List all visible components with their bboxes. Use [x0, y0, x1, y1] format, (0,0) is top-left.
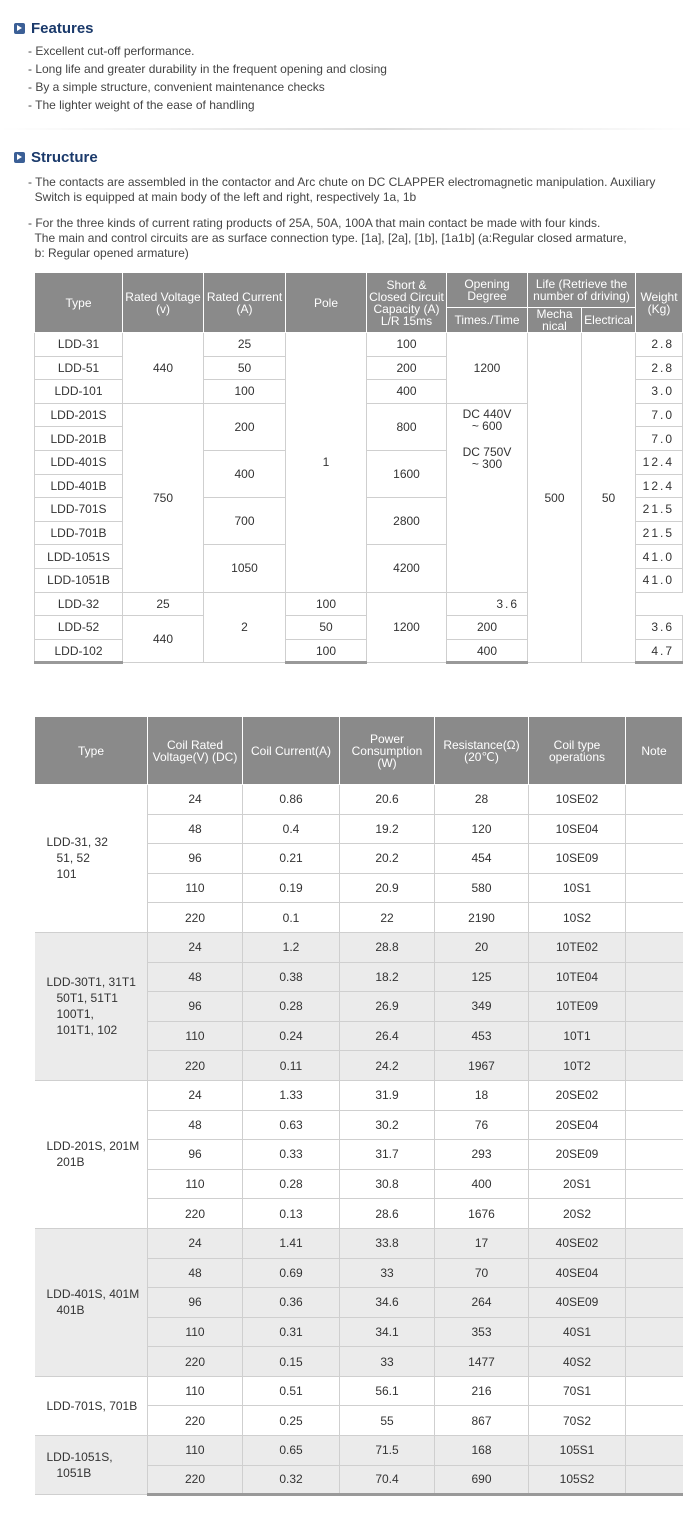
weight-cell: 3.6: [636, 616, 683, 640]
current-cell: 25: [123, 592, 204, 616]
coil-current-cell: 0.36: [243, 1288, 340, 1318]
power-cell: 31.7: [340, 1140, 435, 1170]
weight-cell: 2.8: [636, 356, 683, 380]
coil-voltage-cell: 110: [148, 873, 243, 903]
power-cell: 33: [340, 1258, 435, 1288]
structure-text-line: Switch is equipped at main body of the left and right, respectively 1a, 1b: [28, 190, 417, 204]
type-cell: LDD-52: [35, 616, 123, 640]
note-cell: [626, 1376, 683, 1406]
current-cell: 200: [204, 403, 286, 450]
coil-current-cell: 0.33: [243, 1140, 340, 1170]
structure-text-line: b: Regular opened armature): [28, 246, 189, 260]
resistance-cell: 264: [435, 1288, 529, 1318]
capacity-cell: 2800: [367, 498, 447, 545]
power-cell: 19.2: [340, 814, 435, 844]
note-cell: [626, 1140, 683, 1170]
note-cell: [626, 1347, 683, 1377]
resistance-cell: 216: [435, 1376, 529, 1406]
capacity-cell: 1600: [367, 450, 447, 497]
header-opening-degree: Opening Degree: [447, 273, 528, 308]
opening-degree-cell: 1200: [447, 333, 528, 404]
current-cell: 25: [204, 333, 286, 357]
type-cell: LDD-401S, 401M 401B: [35, 1228, 148, 1376]
type-cell: LDD-31, 32 51, 52 101: [35, 785, 148, 933]
resistance-cell: 1967: [435, 1051, 529, 1081]
opening-degree-dc750: DC 750V ~ 300: [462, 444, 512, 471]
coil-type-cell: 10SE02: [529, 785, 626, 815]
power-cell: 20.9: [340, 873, 435, 903]
features-heading: [14, 20, 94, 37]
features-title: Features: [31, 20, 94, 37]
header-weight: Weight (Kg): [636, 273, 683, 333]
power-cell: 55: [340, 1406, 435, 1436]
structure-paragraph-1: [28, 175, 688, 205]
coil-current-cell: 0.4: [243, 814, 340, 844]
coil-type-cell: 10SE09: [529, 844, 626, 874]
coil-voltage-cell: 110: [148, 1376, 243, 1406]
coil-voltage-cell: 96: [148, 844, 243, 874]
coil-current-cell: 0.28: [243, 1169, 340, 1199]
coil-type-cell: 20S2: [529, 1199, 626, 1229]
current-cell: 700: [204, 498, 286, 545]
resistance-cell: 17: [435, 1228, 529, 1258]
note-cell: [626, 1465, 683, 1495]
coil-type-cell: 40SE09: [529, 1288, 626, 1318]
resistance-cell: 400: [435, 1169, 529, 1199]
power-cell: 20.2: [340, 844, 435, 874]
coil-current-cell: 0.15: [243, 1347, 340, 1377]
coil-type-cell: 20SE04: [529, 1110, 626, 1140]
resistance-cell: 125: [435, 962, 529, 992]
coil-type-cell: 20SE02: [529, 1080, 626, 1110]
electrical-life-cell: 50: [582, 333, 636, 663]
note-cell: [626, 1110, 683, 1140]
coil-voltage-cell: 96: [148, 992, 243, 1022]
power-cell: 31.9: [340, 1080, 435, 1110]
coil-current-cell: 0.51: [243, 1376, 340, 1406]
coil-current-cell: 1.2: [243, 932, 340, 962]
coil-type-cell: 40S2: [529, 1347, 626, 1377]
table-row: [35, 932, 683, 962]
type-cell: LDD-102: [35, 639, 123, 663]
pole-cell: 2: [204, 592, 286, 663]
coil-current-cell: 0.31: [243, 1317, 340, 1347]
type-cell: LDD-401B: [35, 474, 123, 498]
opening-degree-dc-cell: [447, 403, 528, 592]
resistance-cell: 580: [435, 873, 529, 903]
weight-cell: 41.0: [636, 545, 683, 569]
weight-cell: 2.8: [636, 333, 683, 357]
coil-type-cell: 10SE04: [529, 814, 626, 844]
coil-type-cell: 10TE04: [529, 962, 626, 992]
coil-current-cell: 0.19: [243, 873, 340, 903]
feature-item: - Long life and greater durability in the frequent opening and closing: [28, 62, 387, 76]
coil-current-cell: 0.28: [243, 992, 340, 1022]
note-cell: [626, 1080, 683, 1110]
capacity-cell: 100: [367, 333, 447, 357]
header-coil-type: Coil type operations: [529, 717, 626, 785]
current-cell: 50: [204, 356, 286, 380]
type-cell: LDD-201B: [35, 427, 123, 451]
note-cell: [626, 1051, 683, 1081]
coil-current-cell: 0.32: [243, 1465, 340, 1495]
capacity-cell: 400: [367, 380, 447, 404]
coil-voltage-cell: 96: [148, 1288, 243, 1318]
capacity-cell: 800: [367, 403, 447, 450]
coil-type-cell: 70S2: [529, 1406, 626, 1436]
capacity-cell: 200: [367, 356, 447, 380]
power-cell: 22: [340, 903, 435, 933]
coil-voltage-cell: 220: [148, 903, 243, 933]
coil-type-cell: 10TE09: [529, 992, 626, 1022]
header-electrical: Electrical: [582, 308, 636, 333]
table-row: [35, 785, 683, 815]
power-cell: 24.2: [340, 1051, 435, 1081]
resistance-cell: 70: [435, 1258, 529, 1288]
rating-spec-table: [34, 272, 683, 664]
weight-cell: 21.5: [636, 498, 683, 522]
note-cell: [626, 962, 683, 992]
power-cell: 28.6: [340, 1199, 435, 1229]
coil-voltage-cell: 48: [148, 962, 243, 992]
note-cell: [626, 1228, 683, 1258]
coil-type-cell: 70S1: [529, 1376, 626, 1406]
type-cell: LDD-401S: [35, 450, 123, 474]
voltage-cell: 440: [123, 333, 204, 404]
resistance-cell: 867: [435, 1406, 529, 1436]
voltage-cell: 440: [123, 616, 204, 663]
type-cell: LDD-1051S: [35, 545, 123, 569]
header-type: Type: [35, 717, 148, 785]
resistance-cell: 120: [435, 814, 529, 844]
note-cell: [626, 1258, 683, 1288]
coil-voltage-cell: 24: [148, 785, 243, 815]
coil-current-cell: 0.13: [243, 1199, 340, 1229]
resistance-cell: 18: [435, 1080, 529, 1110]
power-cell: 20.6: [340, 785, 435, 815]
note-cell: [626, 932, 683, 962]
header-short-closed-capacity: Short & Closed Circuit Capacity (A) L/R 15ms: [367, 273, 447, 333]
coil-voltage-cell: 110: [148, 1021, 243, 1051]
note-cell: [626, 1317, 683, 1347]
power-cell: 30.2: [340, 1110, 435, 1140]
note-cell: [626, 1021, 683, 1051]
weight-cell: 7.0: [636, 427, 683, 451]
note-cell: [626, 1199, 683, 1229]
pole-cell: 1: [286, 333, 367, 593]
table-row: [35, 1376, 683, 1406]
weight-cell: 3.6: [447, 592, 528, 616]
resistance-cell: 28: [435, 785, 529, 815]
coil-type-cell: 10S2: [529, 903, 626, 933]
note-cell: [626, 844, 683, 874]
coil-voltage-cell: 48: [148, 1110, 243, 1140]
capacity-cell: 200: [447, 616, 528, 640]
header-resistance: Resistance(Ω) (20℃): [435, 717, 529, 785]
coil-voltage-cell: 24: [148, 1080, 243, 1110]
coil-voltage-cell: 24: [148, 1228, 243, 1258]
coil-voltage-cell: 110: [148, 1169, 243, 1199]
arrow-bullet-icon: [14, 152, 25, 163]
opening-degree-dc440: DC 440V ~ 600: [462, 406, 512, 433]
coil-voltage-cell: 96: [148, 1140, 243, 1170]
type-cell: LDD-31: [35, 333, 123, 357]
power-cell: 26.4: [340, 1021, 435, 1051]
type-cell: LDD-32: [35, 592, 123, 616]
header-rated-current: Rated Current (A): [204, 273, 286, 333]
coil-voltage-cell: 220: [148, 1051, 243, 1081]
note-cell: [626, 1169, 683, 1199]
coil-type-cell: 105S1: [529, 1436, 626, 1466]
resistance-cell: 293: [435, 1140, 529, 1170]
power-cell: 71.5: [340, 1436, 435, 1466]
coil-voltage-cell: 48: [148, 1258, 243, 1288]
coil-current-cell: 0.25: [243, 1406, 340, 1436]
section-divider: [0, 128, 694, 130]
coil-current-cell: 0.63: [243, 1110, 340, 1140]
type-cell: LDD-1051B: [35, 568, 123, 592]
coil-table-body: [35, 785, 683, 1495]
capacity-cell: 400: [447, 639, 528, 663]
note-cell: [626, 785, 683, 815]
current-cell: 50: [286, 616, 367, 640]
weight-cell: 3.0: [636, 380, 683, 404]
power-cell: 33: [340, 1347, 435, 1377]
note-cell: [626, 814, 683, 844]
type-cell: LDD-701B: [35, 521, 123, 545]
coil-type-cell: 10S1: [529, 873, 626, 903]
capacity-cell: 4200: [367, 545, 447, 592]
table-row: [35, 1080, 683, 1110]
header-life: Life (Retrieve the number of driving): [528, 273, 636, 308]
coil-type-cell: 105S2: [529, 1465, 626, 1495]
type-cell: LDD-30T1, 31T1 50T1, 51T1 100T1, 101T1, 102: [35, 932, 148, 1080]
structure-text-line: - For the three kinds of current rating products of 25A, 50A, 100A that main contact be made with four kinds.: [28, 216, 601, 230]
structure-paragraph-2: [28, 216, 688, 261]
coil-current-cell: 0.21: [243, 844, 340, 874]
capacity-cell: 100: [286, 592, 367, 616]
current-cell: 100: [204, 380, 286, 404]
resistance-cell: 1477: [435, 1347, 529, 1377]
type-cell: LDD-701S, 701B: [35, 1376, 148, 1435]
power-cell: 33.8: [340, 1228, 435, 1258]
header-opening-unit: Times./Time: [447, 308, 528, 333]
coil-voltage-cell: 110: [148, 1436, 243, 1466]
type-cell: LDD-101: [35, 380, 123, 404]
coil-voltage-cell: 220: [148, 1347, 243, 1377]
coil-current-cell: 0.69: [243, 1258, 340, 1288]
structure-heading: [14, 149, 98, 166]
header-rated-voltage: Rated Voltage (v): [123, 273, 204, 333]
note-cell: [626, 1406, 683, 1436]
note-cell: [626, 1436, 683, 1466]
resistance-cell: 454: [435, 844, 529, 874]
mechanical-life-cell: 500: [528, 333, 582, 663]
opening-degree-cell: 1200: [367, 592, 447, 663]
coil-type-cell: 10TE02: [529, 932, 626, 962]
current-cell: 100: [286, 639, 367, 663]
weight-cell: 4.7: [636, 639, 683, 663]
power-cell: 18.2: [340, 962, 435, 992]
resistance-cell: 76: [435, 1110, 529, 1140]
header-type: Type: [35, 273, 123, 333]
coil-current-cell: 0.38: [243, 962, 340, 992]
voltage-cell: 750: [123, 403, 204, 592]
note-cell: [626, 903, 683, 933]
header-pole: Pole: [286, 273, 367, 333]
header-note: Note: [626, 717, 683, 785]
power-cell: 34.6: [340, 1288, 435, 1318]
power-cell: 26.9: [340, 992, 435, 1022]
type-cell: LDD-51: [35, 356, 123, 380]
note-cell: [626, 992, 683, 1022]
type-cell: LDD-1051S, 1051B: [35, 1436, 148, 1495]
structure-text-line: - The contacts are assembled in the contactor and Arc chute on DC CLAPPER electromagnetic manipulation. Auxiliary: [28, 175, 656, 189]
coil-current-cell: 0.11: [243, 1051, 340, 1081]
note-cell: [626, 1288, 683, 1318]
power-cell: 28.8: [340, 932, 435, 962]
coil-type-cell: 10T1: [529, 1021, 626, 1051]
coil-type-cell: 40SE04: [529, 1258, 626, 1288]
coil-type-cell: 40SE02: [529, 1228, 626, 1258]
power-cell: 70.4: [340, 1465, 435, 1495]
resistance-cell: 349: [435, 992, 529, 1022]
feature-item: - The lighter weight of the ease of handling: [28, 98, 255, 112]
current-cell: 1050: [204, 545, 286, 592]
coil-current-cell: 0.65: [243, 1436, 340, 1466]
weight-cell: 41.0: [636, 568, 683, 592]
coil-type-cell: 40S1: [529, 1317, 626, 1347]
header-coil-current: Coil Current(A): [243, 717, 340, 785]
coil-voltage-cell: 220: [148, 1465, 243, 1495]
resistance-cell: 353: [435, 1317, 529, 1347]
resistance-cell: 690: [435, 1465, 529, 1495]
resistance-cell: 20: [435, 932, 529, 962]
type-cell: LDD-201S: [35, 403, 123, 427]
coil-type-cell: 20S1: [529, 1169, 626, 1199]
weight-cell: 7.0: [636, 403, 683, 427]
coil-voltage-cell: 24: [148, 932, 243, 962]
feature-item: - By a simple structure, convenient maintenance checks: [28, 80, 325, 94]
arrow-bullet-icon: [14, 23, 25, 34]
type-cell: LDD-701S: [35, 498, 123, 522]
power-cell: 34.1: [340, 1317, 435, 1347]
note-cell: [626, 873, 683, 903]
structure-text-line: The main and control circuits are as surface connection type. [1a], [2a], [1b], [1a1b] (a:Regular closed armature,: [28, 231, 627, 245]
resistance-cell: 1676: [435, 1199, 529, 1229]
coil-type-cell: 20SE09: [529, 1140, 626, 1170]
coil-voltage-cell: 110: [148, 1317, 243, 1347]
table-row: [35, 1228, 683, 1258]
header-coil-voltage: Coil Rated Voltage(V) (DC): [148, 717, 243, 785]
coil-voltage-cell: 48: [148, 814, 243, 844]
power-cell: 30.8: [340, 1169, 435, 1199]
header-mechanical: Mecha nical: [528, 308, 582, 333]
features-list: [28, 42, 387, 114]
coil-current-cell: 1.41: [243, 1228, 340, 1258]
table-row: [35, 1436, 683, 1466]
resistance-cell: 2190: [435, 903, 529, 933]
coil-spec-table: [34, 716, 683, 1496]
resistance-cell: 168: [435, 1436, 529, 1466]
coil-current-cell: 0.24: [243, 1021, 340, 1051]
feature-item: - Excellent cut-off performance.: [28, 44, 195, 58]
coil-voltage-cell: 220: [148, 1406, 243, 1436]
weight-cell: 12.4: [636, 450, 683, 474]
header-power: Power Consumption (W): [340, 717, 435, 785]
coil-current-cell: 0.1: [243, 903, 340, 933]
coil-voltage-cell: 220: [148, 1199, 243, 1229]
current-cell: 400: [204, 450, 286, 497]
coil-type-cell: 10T2: [529, 1051, 626, 1081]
power-cell: 56.1: [340, 1376, 435, 1406]
type-cell: LDD-201S, 201M 201B: [35, 1080, 148, 1228]
coil-current-cell: 0.86: [243, 785, 340, 815]
weight-cell: 21.5: [636, 521, 683, 545]
structure-title: Structure: [31, 149, 98, 166]
resistance-cell: 453: [435, 1021, 529, 1051]
coil-current-cell: 1.33: [243, 1080, 340, 1110]
weight-cell: 12.4: [636, 474, 683, 498]
